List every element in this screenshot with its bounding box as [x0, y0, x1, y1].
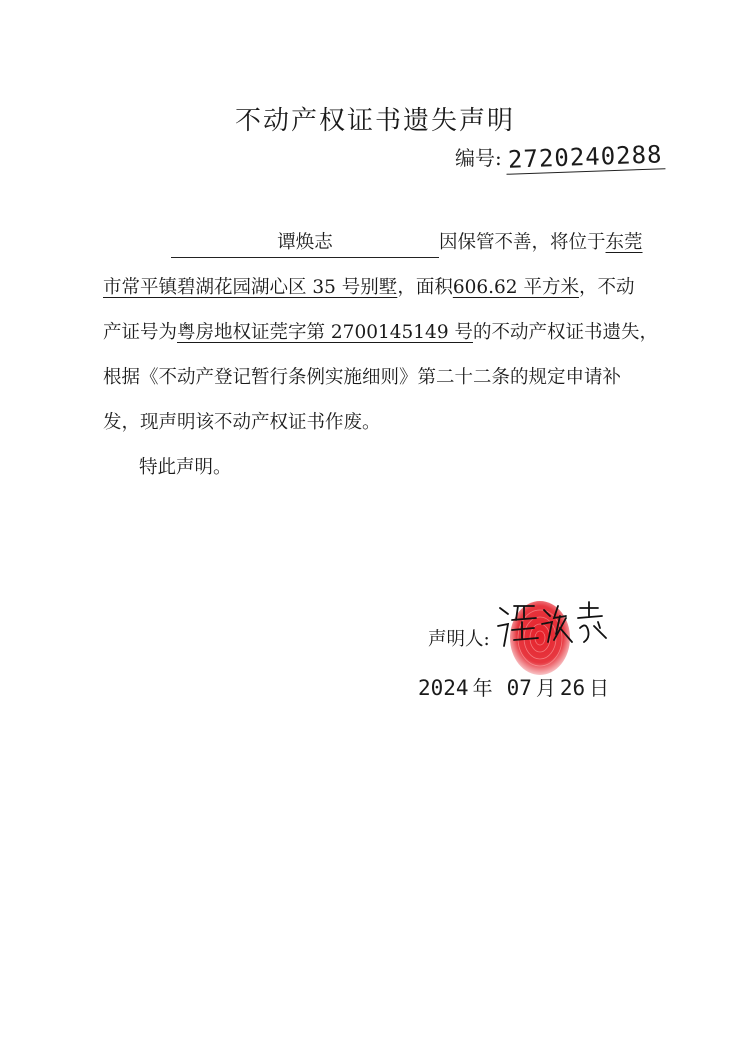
body-text-after-name: 因保管不善，将位于 [439, 232, 606, 253]
number-label: 编号: [455, 146, 502, 170]
location-part-1: 东莞 [605, 232, 643, 253]
signature-block [428, 598, 614, 678]
signature-label: 声明人: [428, 629, 490, 650]
date-year: 2024 [418, 676, 469, 700]
cert-prefix: 产证号为 [103, 322, 178, 343]
number-value: 2720240288 [505, 140, 664, 175]
signature-date [418, 672, 609, 701]
body-line-4: 根据《不动产登记暂行条例实施细则》第二十二条的规定申请补 [103, 367, 622, 388]
date-day: 26 [559, 676, 586, 700]
after-area: ，不动 [578, 277, 635, 298]
area-prefix: ，面积 [397, 277, 453, 298]
date-month: 07 [506, 676, 532, 700]
date-month-unit: 月 [535, 676, 556, 700]
handwritten-signature [494, 598, 614, 658]
body-line-1 [103, 220, 663, 265]
body-line-3 [103, 310, 663, 355]
signature-area [494, 598, 614, 678]
date-day-unit: 日 [589, 676, 610, 700]
body-line-5: 发，现声明该不动产权证书作废。 [103, 412, 381, 433]
statement-body [103, 220, 663, 490]
location-part-2: 市常平镇碧湖花园湖心区 35 号别墅 [103, 277, 398, 298]
closing-text: 特此声明。 [139, 457, 232, 478]
declarant-name: 谭焕志 [171, 229, 439, 258]
body-line-2 [103, 265, 663, 310]
cert-number: 粤房地权证莞字第 2700145149 号 [177, 322, 473, 343]
document-title: 不动产权证书遗失声明 [234, 106, 515, 136]
document-number [455, 142, 664, 172]
after-cert: 的不动产权证书遗失， [472, 322, 658, 343]
date-year-unit: 年 [472, 676, 493, 700]
area-value: 606.62 平方米 [452, 277, 579, 298]
